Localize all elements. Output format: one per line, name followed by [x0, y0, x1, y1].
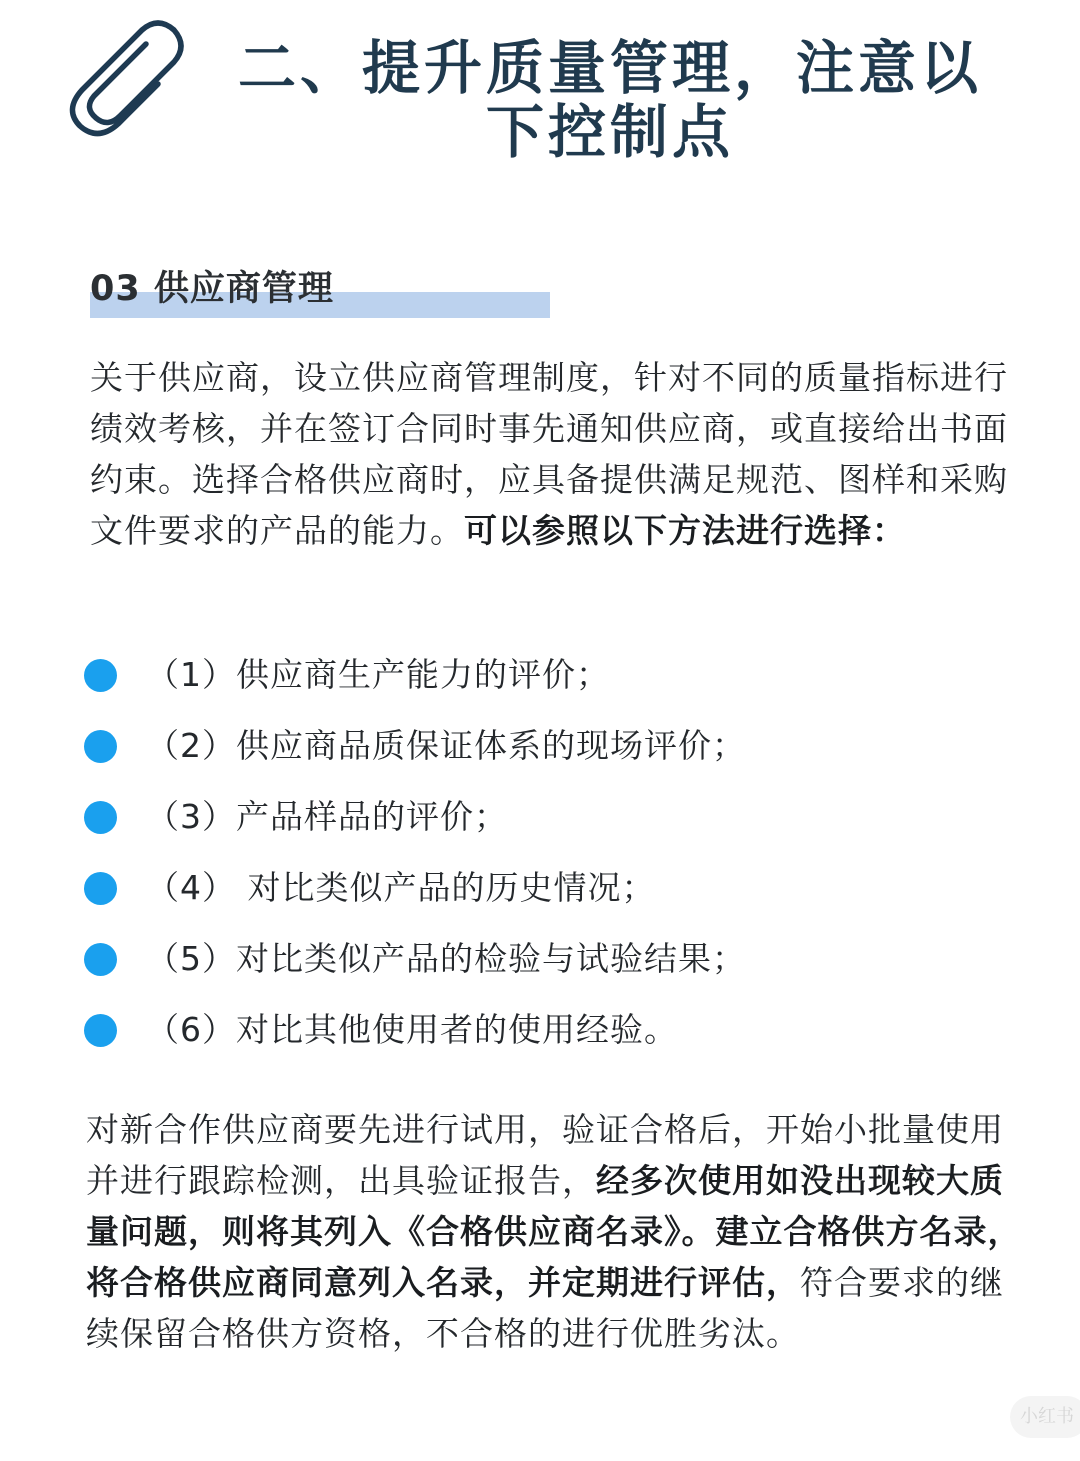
closing-text-a: 对新合作供应商要先进行试用，验证合格后，开始小批量使用并进行跟踪检测，出具验证报告， — [86, 1110, 1004, 1200]
blue-dot-icon — [84, 730, 117, 763]
paperclip-icon — [62, 14, 188, 140]
blue-dot-icon — [84, 872, 117, 905]
list-item-text: （6）对比其他使用者的使用经验。 — [146, 1010, 678, 1049]
title-line-1: 二、提升质量管理，注意以 — [237, 34, 982, 102]
intro-text: 关于供应商，设立供应商管理制度，针对不同的质量指标进行绩效考核，并在签订合同时事先通知供应商，或直接给出书面约束。选择合格供应商时，应具备提供满足规范、图样和采购文件要求的产品的能力。 — [90, 358, 1008, 550]
intro-bold-text: 可以参照以下方法进行选择： — [464, 511, 906, 550]
title-line-2: 下控制点 — [485, 98, 734, 166]
list-item-text: （2）供应商品质保证体系的现场评价； — [146, 726, 746, 765]
list-item-text: （1）供应商生产能力的评价； — [146, 655, 610, 694]
list-item-text: （4） 对比类似产品的历史情况； — [146, 868, 656, 907]
blue-dot-icon — [84, 801, 117, 834]
intro-paragraph — [90, 352, 1040, 556]
page-title — [190, 36, 1030, 164]
list-item-text: （5）对比类似产品的检验与试验结果； — [146, 939, 746, 978]
section-heading — [90, 262, 560, 322]
list-item-text: （3）产品样品的评价； — [146, 797, 508, 836]
closing-text-b: 符合要求的继续保留合格供方资格，不合格的进行优胜劣汰。 — [86, 1263, 1004, 1353]
blue-dot-icon — [84, 1014, 117, 1047]
closing-paragraph — [86, 1104, 1036, 1359]
section-heading-text: 03 供应商管理 — [90, 269, 334, 309]
blue-dot-icon — [84, 659, 117, 692]
closing-bold-text: 经多次使用如没出现较大质量问题，则将其列入《合格供应商名录》。建立合格供方名录，将合格供应商同意列入名录，并定期进行评估， — [86, 1161, 1022, 1302]
blue-dot-icon — [84, 943, 117, 976]
watermark-badge: 小红书 — [1010, 1396, 1080, 1438]
